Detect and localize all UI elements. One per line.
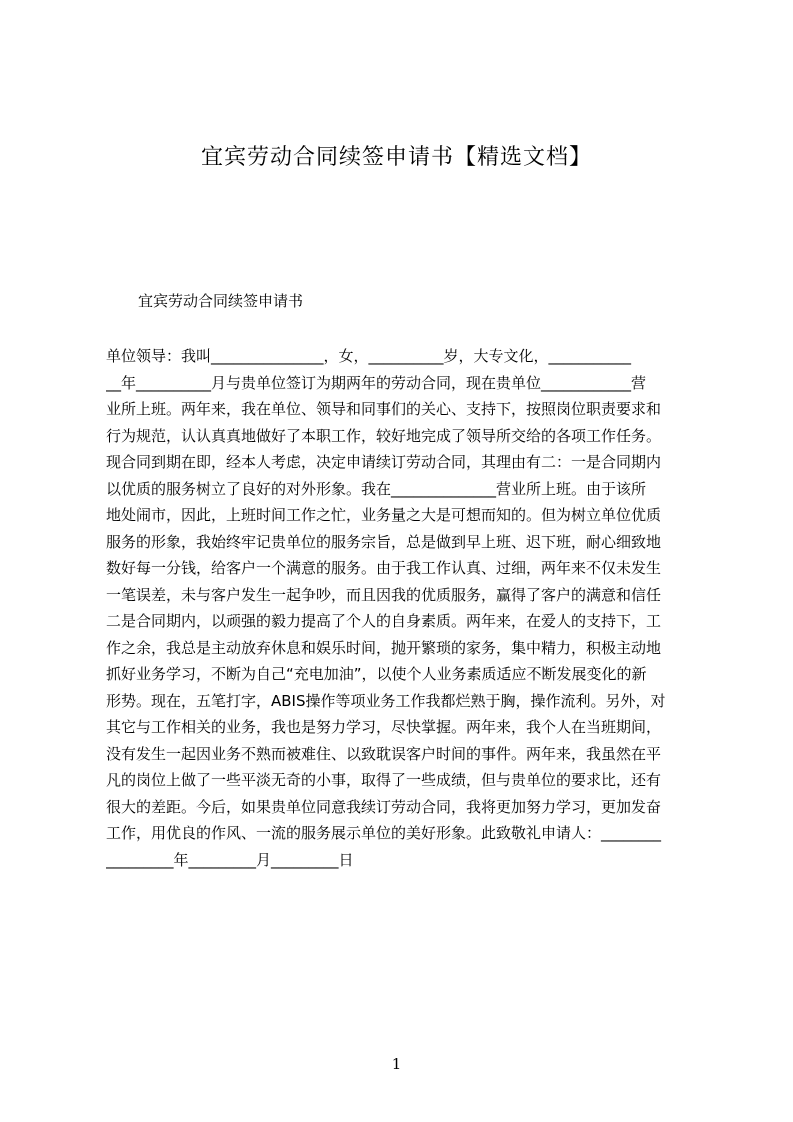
body-line: __年__________月与贵单位签订为期两年的劳动合同，现在贵单位____________营 (106, 373, 647, 392)
body-line: 数好每一分钱，给客户一个满意的服务。由于我工作认真、过细，两年来不仅未发生 (106, 559, 662, 577)
page-number: 1 (391, 1055, 402, 1073)
body-line: 工作，用优良的作风、一流的服务展示单位的美好形象。此致敬礼申请人：________ (106, 824, 662, 842)
document-title: 宜宾劳动合同续签申请书【精选文档】 (200, 145, 592, 170)
document-subtitle: 宜宾劳动合同续签申请书 (138, 292, 304, 310)
body-line: 以优质的服务树立了良好的对外形象。我在______________营业所上班。由于该所 (106, 479, 647, 498)
body-line: 凡的岗位上做了一些平淡无奇的小事，取得了一些成绩，但与贵单位的要求比，还有 (106, 771, 662, 789)
body-line: 服务的形象，我始终牢记贵单位的服务宗旨，总是做到早上班、迟下班，耐心细致地 (106, 532, 662, 551)
body-line: 没有发生一起因业务不熟而被难住、以致耽误客户时间的事件。两年来，我虽然在平 (106, 744, 662, 763)
body-line: 现合同到期在即，经本人考虑，决定申请续订劳动合同，其理由有二：一是合同期内 (106, 453, 662, 471)
body-line: 其它与工作相关的业务，我也是努力学习，尽快掌握。两年来，我个人在当班期间， (106, 718, 662, 736)
body-line: _________年_________月_________日 (106, 850, 354, 869)
body-line: 单位领导：我叫_______________，女，__________岁，大专文化，___________ (106, 347, 632, 365)
body-line: 形势。现在，五笔打字，ABIS操作等项业务工作我都烂熟于胸，操作流利。另外，对 (106, 691, 666, 710)
body-line: 地处闹市，因此，上班时间工作之忙，业务量之大是可想而知的。但为树立单位优质 (106, 506, 662, 524)
body-line: 业所上班。两年来，我在单位、领导和同事们的关心、支持下，按照岗位职责要求和 (106, 400, 662, 418)
body-line: 很大的差距。今后，如果贵单位同意我续订劳动合同，我将更加努力学习，更加发奋 (106, 797, 662, 816)
body-line: 抓好业务学习，不断为自己“充电加油”，以使个人业务素质适应不断发展变化的新 (106, 665, 647, 683)
body-line: 一笔误差，未与客户发生一起争吵，而且因我的优质服务，赢得了客户的满意和信任 (106, 585, 662, 604)
letter-body (106, 343, 698, 873)
body-line: 二是合同期内，以顽强的毅力提高了个人的自身素质。两年来，在爱人的支持下，工 (106, 612, 662, 630)
body-line: 作之余，我总是主动放弃休息和娱乐时间，抛开繁琐的家务，集中精力，积极主动地 (106, 638, 662, 657)
body-line: 行为规范，认认真真地做好了本职工作，较好地完成了领导所交给的各项工作任务。 (106, 426, 662, 445)
